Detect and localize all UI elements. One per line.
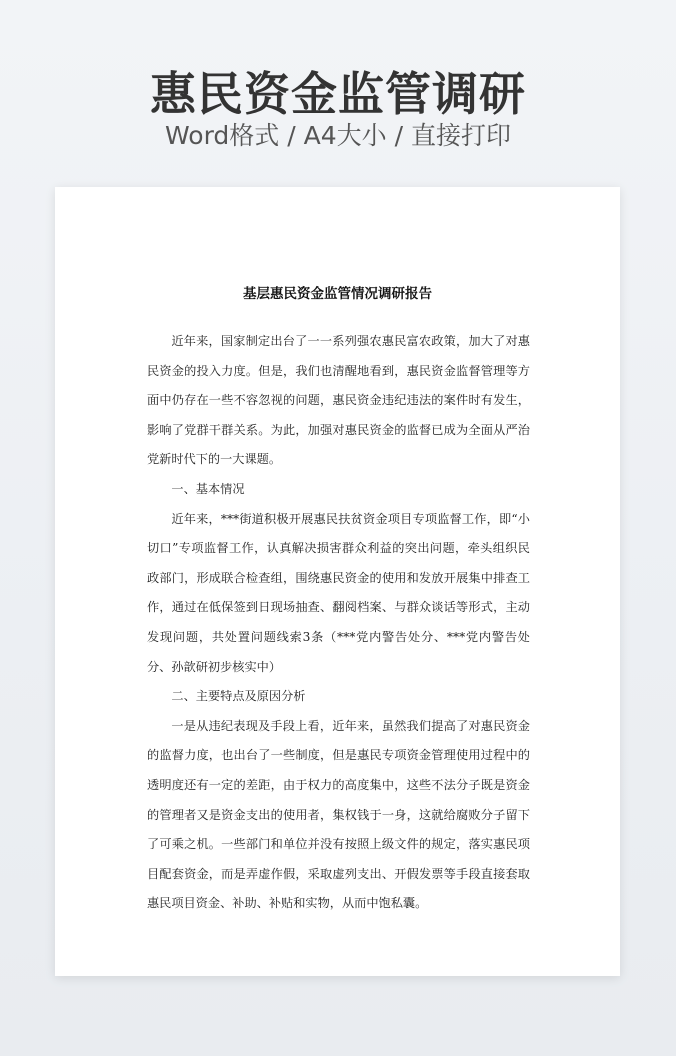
section-heading-basic-situation: 一、基本情况 [171, 481, 245, 496]
banner-subtitle: Word格式 / A4大小 / 直接打印 [165, 121, 511, 150]
section-heading-analysis: 二、主要特点及原因分析 [171, 689, 306, 704]
paragraph-basic-situation: 近年来，***街道积极开展惠民扶贫资金项目专项监督工作，即“小切口”专项监督工作，认真解决损害群众利益的突出问题，牵头组织民政部门，形成联合检查组，围绕惠民资金的使用和发放开展集中排查工作，通过在低保签到日现场抽查、翻阅档案、与群众谈话等形式，主动发现问题，共处置问题线索3条（***党内警告处分、***党内警告处分、孙歆研初步核实中） [147, 511, 530, 674]
banner-title: 惠民资金监管调研 [150, 67, 526, 121]
paragraph-analysis: 一是从违纪表现及手段上看，近年来，虽然我们提高了对惠民资金的监督力度，也出台了一些制度，但是惠民专项资金管理使用过程中的透明度还有一定的差距，由于权力的高度集中，这些不法分子既是资金的管理者又是资金支出的使用者，集权钱于一身，这就给腐败分子留下了可乘之机。一些部门和单位并没有按照上级文件的规定，落实惠民项目配套资金，而是弄虚作假，采取虚列支出、开假发票等手段直接套取惠民项目资金、补助、补贴和实物，从而中饱私囊。 [147, 718, 530, 911]
document-body [147, 327, 530, 919]
document-title: 基层惠民资金监管情况调研报告 [243, 286, 432, 302]
paragraph-intro: 近年来，国家制定出台了一一系列强农惠民富农政策，加大了对惠民资金的投入力度。但是，我们也清醒地看到，惠民资金监督管理等方面中仍存在一些不容忽视的问题，惠民资金违纪违法的案件时有发生，影响了党群干群关系。为此，加强对惠民资金的监督已成为全面从严治党新时代下的一大课题。 [147, 334, 530, 467]
document-page [55, 187, 620, 976]
